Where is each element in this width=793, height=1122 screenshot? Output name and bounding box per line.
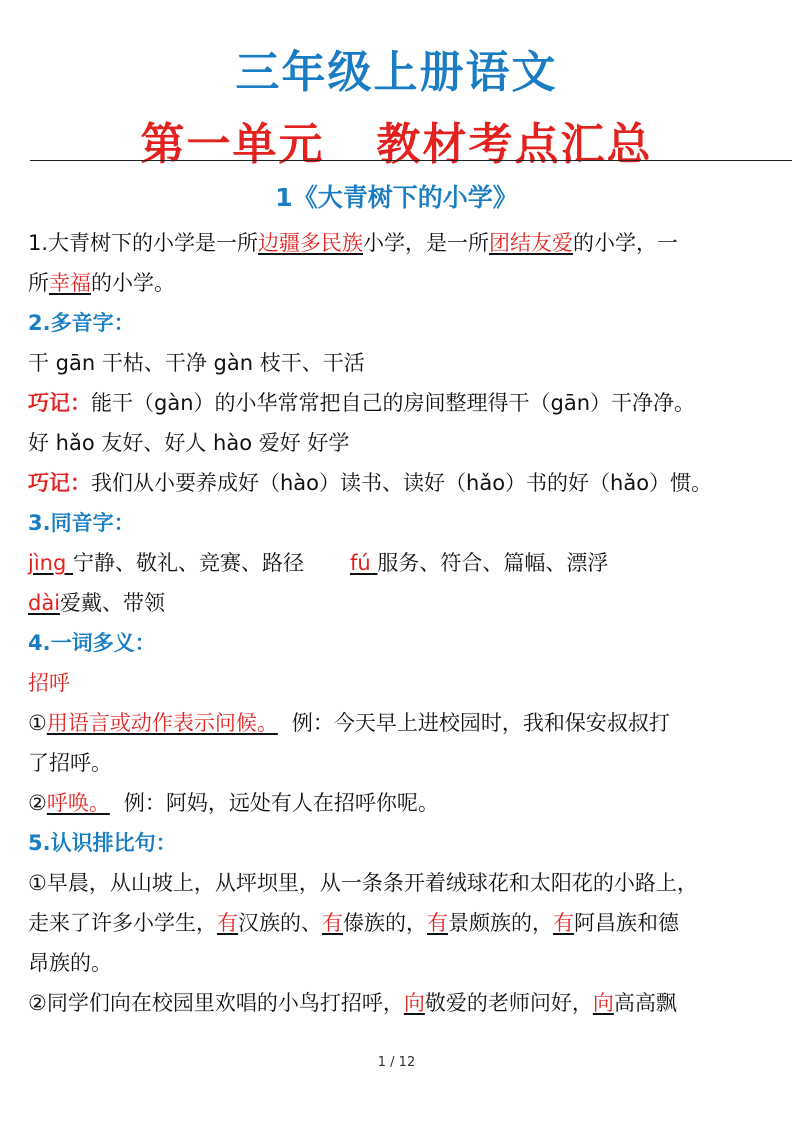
pinyin: jìng (28, 551, 73, 575)
definition: 用语言或动作表示问候。 (46, 711, 278, 735)
text: ②同学们向在校园里欢唱的小鸟打招呼， (28, 991, 404, 1015)
answer: 团结友爱 (489, 231, 574, 255)
keyword: 向 (592, 991, 614, 1015)
text: 1.大青树下的小学是一所 (28, 231, 259, 255)
tip-text: 能干（gàn）的小华常常把自己的房间整理得干（gān）干净净。 (91, 391, 696, 415)
number: ① (28, 711, 47, 735)
parallelism-line-3: 昂族的。 (28, 951, 112, 975)
keyword: 向 (403, 991, 425, 1015)
text: 小学，是一所 (363, 231, 490, 255)
meaning-2 (28, 788, 439, 818)
text: 景颇族的， (448, 911, 553, 935)
parallelism-line-4 (28, 988, 677, 1018)
example: 例：阿妈，远处有人在招呼你呢。 (123, 791, 439, 815)
parallelism-line-2 (28, 908, 679, 938)
text: 的小学，一 (573, 231, 679, 255)
keyword: 有 (553, 911, 574, 935)
lesson-title: 1《大青树下的小学》 (275, 183, 518, 212)
number: ② (28, 791, 47, 815)
s1-line-2 (28, 268, 175, 298)
text: 敬爱的老师问好， (424, 991, 593, 1015)
words: 宁静、敬礼、竞赛、路径 (72, 551, 304, 575)
homophone-row-1 (28, 548, 608, 578)
keyword: 有 (322, 911, 343, 935)
text: 的小学。 (91, 271, 175, 295)
tip-gan (28, 388, 695, 418)
meaning-1-cont: 了招呼。 (28, 751, 112, 775)
text: 高高飘 (613, 991, 677, 1015)
text: 阿昌族和德 (574, 911, 679, 935)
section-heading: 2.多音字： (28, 311, 135, 335)
tip-hao (28, 468, 712, 498)
answer: 幸福 (49, 271, 91, 295)
page-number: 1 / 12 (377, 1055, 416, 1070)
keyword: 有 (217, 911, 238, 935)
text: 汉族的、 (238, 911, 322, 935)
section-heading: 5.认识排比句： (28, 831, 177, 855)
document-subtitle: 第一单元 教材考点汇总 (140, 119, 653, 170)
words: 爱戴、带领 (60, 591, 166, 615)
text: 走来了许多小学生， (28, 911, 217, 935)
polyphone-hao: 好 hǎo 友好、好人 hào 爱好 好学 (28, 431, 350, 455)
polyphone-gan: 干 gān 干枯、干净 gàn 枝干、干活 (28, 351, 365, 375)
document-title: 三年级上册语文 (235, 47, 558, 98)
answer: 边疆多民族 (258, 231, 364, 255)
section-heading: 3.同音字： (28, 511, 135, 535)
pinyin: fú (349, 551, 378, 575)
example: 例：今天早上进校园时，我和保安叔叔打 (291, 711, 670, 735)
tip-text: 我们从小要养成好（hào）读书、读好（hǎo）书的好（hǎo）惯。 (91, 471, 713, 495)
homophone-row-2 (28, 588, 165, 618)
section-heading: 4.一词多义： (28, 631, 156, 655)
definition: 呼唤。 (46, 791, 110, 815)
keyword: 有 (427, 911, 448, 935)
s1-line-1 (28, 228, 678, 258)
polysemy-word: 招呼 (28, 671, 70, 695)
divider (30, 160, 792, 161)
text: 傣族的， (343, 911, 427, 935)
parallelism-line-1: ①早晨，从山坡上，从坪坝里，从一条条开着绒球花和太阳花的小路上， (28, 871, 698, 895)
meaning-1 (28, 708, 670, 738)
words: 服务、符合、篇幅、漂浮 (377, 551, 609, 575)
tip-label: 巧记： (28, 471, 91, 495)
tip-label: 巧记： (28, 391, 91, 415)
text: 所 (28, 271, 49, 295)
pinyin: dài (28, 591, 61, 615)
